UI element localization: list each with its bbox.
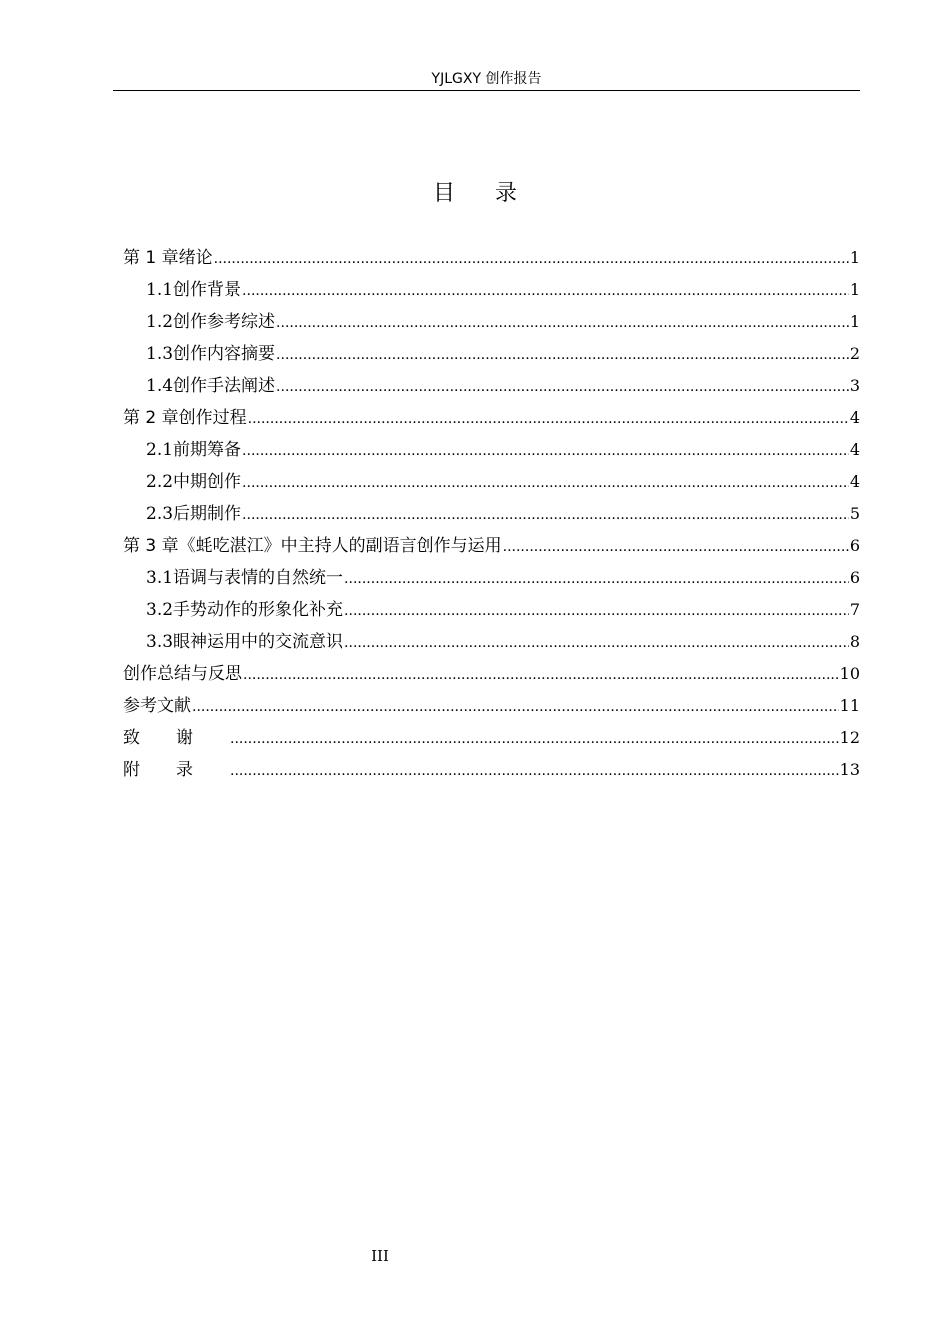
toc-entry-page: 11 [839,696,860,715]
toc-entry-page: 3 [849,376,860,395]
toc-entry-title: 手势动作的形象化补充 [173,600,344,620]
toc-entry-page: 6 [849,568,860,587]
toc-entry-number: 1.2 [146,312,174,332]
toc-entry-chapter[interactable] [123,402,860,434]
toc-entry-title: 创作内容摘要 [173,344,276,364]
toc-entry-title: 参考文献 [123,696,191,716]
toc-entry-section[interactable] [123,562,860,594]
toc-entry-page: 4 [849,440,860,459]
toc-dot-leader [242,435,849,467]
page-title: 目录 [432,181,557,206]
toc-entry-number: 2.2 [146,472,174,492]
toc-entry-section[interactable] [123,434,860,466]
toc-entry-section[interactable] [123,594,860,626]
toc-entry-section[interactable] [123,274,860,306]
toc-entry-section[interactable] [123,338,860,370]
toc-entry-chapter[interactable] [123,530,860,562]
toc-entry-number: 1.3 [146,344,174,364]
toc-entry-page: 1 [849,248,860,267]
toc-entry-title: 《蚝吃湛江》中主持人的副语言创作与运用 [178,536,502,556]
toc-entry-number: 2.1 [146,440,174,460]
toc-dot-leader [192,691,839,723]
toc-entry-number: 第 3 章 [123,536,179,556]
toc-entry-page: 12 [839,728,860,747]
toc-entry-section[interactable] [123,370,860,402]
toc-entry-page: 7 [849,600,860,619]
toc-entry-section[interactable] [123,306,860,338]
toc-dot-leader [276,307,849,339]
toc-entry-page: 2 [849,344,860,363]
toc-entry-chapter[interactable] [123,722,860,754]
toc-entry-page: 8 [849,632,860,651]
toc-dot-leader [242,275,849,307]
toc-dot-leader [344,627,849,659]
toc-entry-page: 10 [839,664,860,683]
toc-entry-title: 创作参考综述 [173,312,276,332]
toc-dot-leader [344,595,849,627]
page-number: III [371,1247,389,1265]
toc-dot-leader [248,403,849,435]
toc-dot-leader [344,563,849,595]
toc-entry-number: 第 1 章 [123,248,179,268]
toc-entry-page: 4 [849,408,860,427]
toc-entry-title: 后期制作 [173,504,242,524]
toc-entry-chapter[interactable] [123,242,860,274]
toc-entry-chapter[interactable] [123,754,860,786]
toc-entry-page: 1 [849,280,860,299]
toc-dot-leader [214,243,849,275]
toc-dot-leader [242,467,849,499]
table-of-contents [123,242,860,786]
toc-dot-leader [276,339,849,371]
toc-dot-leader [503,531,849,563]
header-rule [113,90,860,91]
toc-entry-page: 1 [849,312,860,331]
toc-entry-title: 语调与表情的自然统一 [173,568,344,588]
toc-entry-number: 3.3 [146,632,174,652]
toc-dot-leader [243,659,839,691]
toc-entry-section[interactable] [123,466,860,498]
toc-entry-title: 创作过程 [178,408,247,428]
toc-entry-title: 中期创作 [173,472,242,492]
toc-entry-title: 眼神运用中的交流意识 [173,632,344,652]
toc-entry-title: 创作背景 [173,280,242,300]
running-header: YJLGXY 创作报告 [431,71,542,87]
toc-entry-number: 3.2 [146,600,174,620]
toc-entry-page: 13 [839,760,860,779]
toc-dot-leader [276,371,849,403]
toc-entry-section[interactable] [123,498,860,530]
toc-entry-title: 前期筹备 [173,440,242,460]
toc-entry-number: 3.1 [146,568,174,588]
toc-entry-title: 创作总结与反思 [123,664,242,684]
toc-dot-leader [230,755,839,787]
toc-dot-leader [242,499,849,531]
toc-entry-page: 6 [849,536,860,555]
toc-entry-title: 创作手法阐述 [173,376,276,396]
toc-entry-number: 2.3 [146,504,174,524]
toc-entry-title: 绪论 [178,248,213,268]
toc-entry-section[interactable] [123,626,860,658]
toc-entry-page: 4 [849,472,860,491]
toc-dot-leader [230,723,839,755]
toc-entry-title: 致谢 [123,728,229,748]
toc-entry-number: 1.4 [146,376,174,396]
toc-entry-page: 5 [849,504,860,523]
toc-entry-chapter[interactable] [123,690,860,722]
toc-entry-title: 附录 [123,760,229,780]
toc-entry-number: 1.1 [146,280,174,300]
toc-entry-chapter[interactable] [123,658,860,690]
toc-entry-number: 第 2 章 [123,408,179,428]
